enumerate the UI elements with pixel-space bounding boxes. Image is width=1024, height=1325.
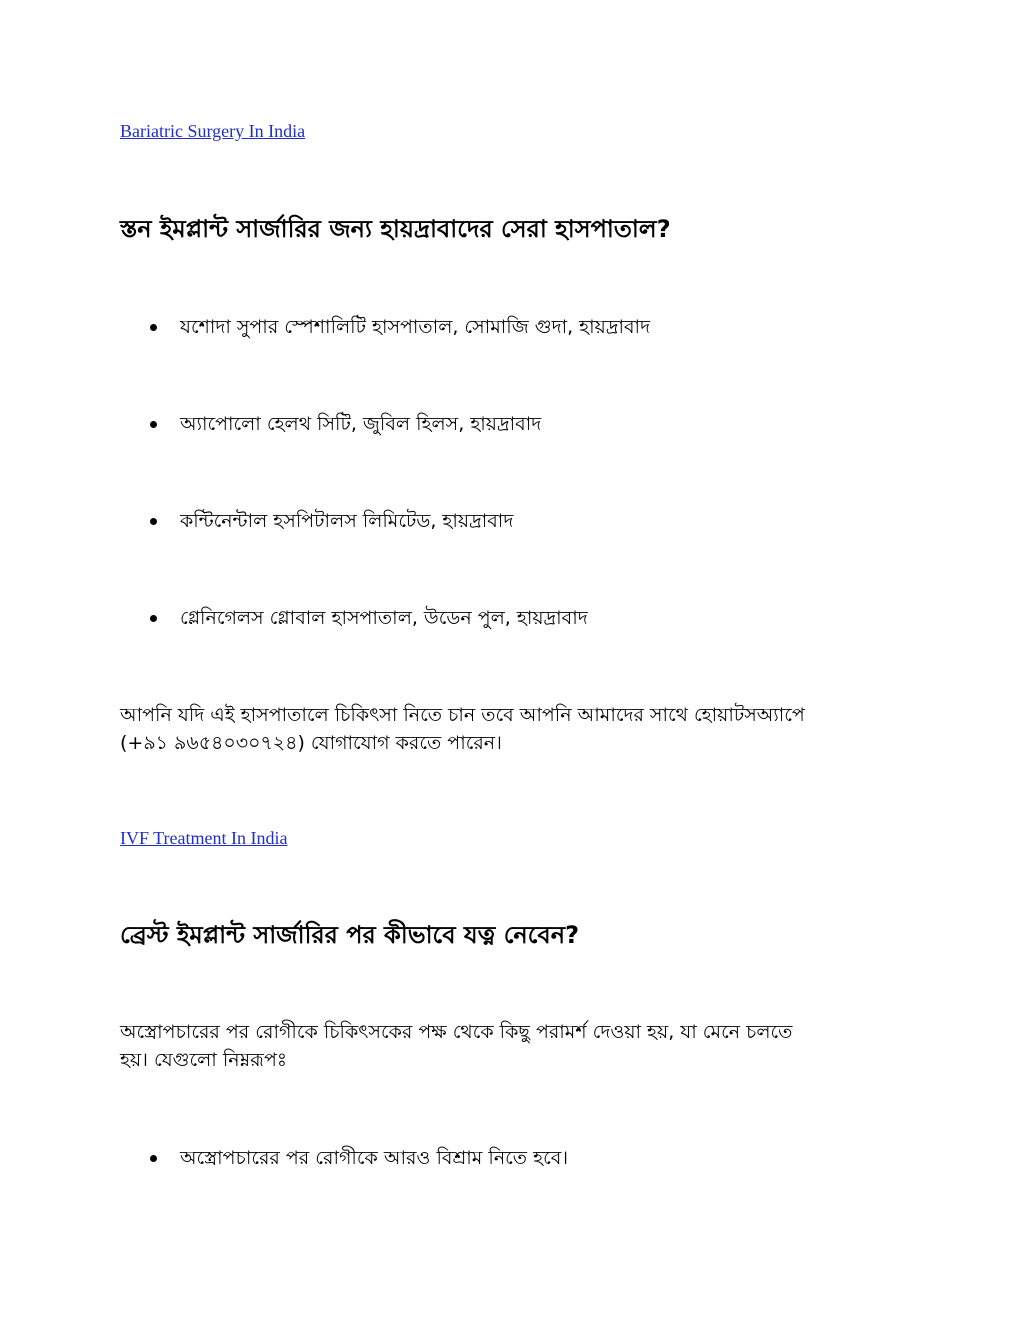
bullet-icon xyxy=(150,421,157,428)
bullet-icon xyxy=(150,1155,157,1162)
list-item xyxy=(150,314,650,340)
list-item xyxy=(150,1145,568,1171)
list-item-text: যশোদা সুপার স্পেশালিটি হাসপাতাল, সোমাজি গুদা, হায়দ্রাবাদ xyxy=(180,316,651,338)
contact-line: আপনি যদি এই হাসপাতালে চিকিৎসা নিতে চান তবে আপনি আমাদের সাথে হোয়াটসঅ্যাপে xyxy=(120,704,805,726)
contact-line: (+৯১ ৯৬৫৪০৩০৭২৪) যোগাযোগ করতে পারেন। xyxy=(120,732,502,754)
intro-line: অস্ত্রোপচারের পর রোগীকে চিকিৎসকের পক্ষ থেকে কিছু পরামর্শ দেওয়া হয়, যা মেনে চলতে xyxy=(120,1021,793,1043)
list-item xyxy=(150,411,541,437)
list-item xyxy=(150,508,513,534)
section2-heading: ব্রেস্ট ইমপ্লান্ট সার্জারির পর কীভাবে যত্ন নেবেন? xyxy=(120,921,580,949)
intro-line: হয়। যেগুলো নিম্নরূপঃ xyxy=(120,1049,287,1071)
bullet-icon xyxy=(150,518,157,525)
contact-paragraph xyxy=(120,701,920,757)
section1-heading: স্তন ইমপ্লান্ট সার্জারির জন্য হায়দ্রাবাদের সেরা হাসপাতাল? xyxy=(120,215,671,243)
bullet-icon xyxy=(150,324,157,331)
bariatric-surgery-link[interactable]: Bariatric Surgery In India xyxy=(120,121,306,141)
ivf-treatment-link[interactable]: IVF Treatment In India xyxy=(120,828,288,848)
list-item xyxy=(150,605,588,631)
bullet-icon xyxy=(150,615,157,622)
intro-paragraph xyxy=(120,1018,920,1074)
list-item-text: অস্ত্রোপচারের পর রোগীকে আরও বিশ্রাম নিতে হবে। xyxy=(180,1147,569,1169)
list-item-text: অ্যাপোলো হেলথ সিটি, জুবিল হিলস, হায়দ্রাবাদ xyxy=(180,413,542,435)
list-item-text: গ্লেনিগেলস গ্লোবাল হাসপাতাল, উডেন পুল, হায়দ্রাবাদ xyxy=(180,607,588,629)
list-item-text: কন্টিনেন্টাল হসপিটালস লিমিটেড, হায়দ্রাবাদ xyxy=(180,510,514,532)
